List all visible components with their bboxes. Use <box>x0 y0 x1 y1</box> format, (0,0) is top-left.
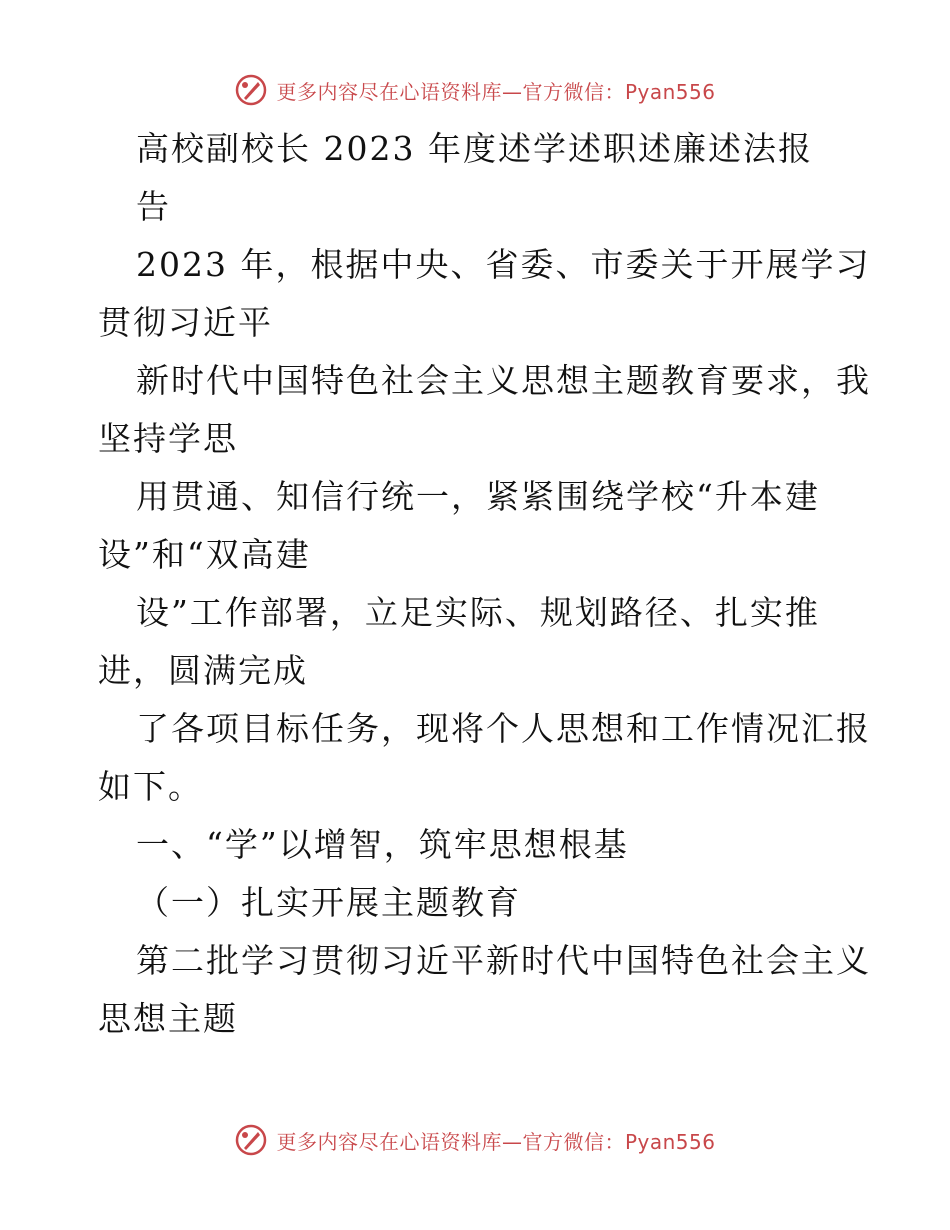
paragraph-line: 贯彻习近平 <box>98 303 273 342</box>
quill-logo-icon <box>234 1123 268 1157</box>
paragraph-line: 新时代中国特色社会主义思想主题教育要求，我 <box>136 361 871 400</box>
title-line-1: 高校副校长 2023 年度述学述职述廉述法报 <box>136 129 813 168</box>
paragraph-line: 2023 年，根据中央、省委、市委关于开展学习 <box>136 245 871 284</box>
paragraph-line: 第二批学习贯彻习近平新时代中国特色社会主义 <box>136 941 871 980</box>
paragraph-line: 用贯通、知信行统一，紧紧围绕学校“升本建 <box>136 477 820 516</box>
watermark-header <box>0 70 950 110</box>
paragraph-line: 进，圆满完成 <box>98 651 308 690</box>
paragraph-line: 如下。 <box>98 767 203 806</box>
subsection-heading: （一）扎实开展主题教育 <box>136 883 521 922</box>
paragraph-line: 设”工作部署，立足实际、规划路径、扎实推 <box>136 593 820 632</box>
watermark-text: 更多内容尽在心语资料库—官方微信：Pyan556 <box>276 79 716 104</box>
watermark-footer <box>0 1120 950 1160</box>
quill-logo-icon <box>234 73 268 107</box>
watermark-text: 更多内容尽在心语资料库—官方微信：Pyan556 <box>276 1129 716 1154</box>
paragraph-line: 设”和“双高建 <box>98 535 311 574</box>
paragraph-line: 坚持学思 <box>98 419 238 458</box>
title-line-2: 告 <box>136 187 171 226</box>
paragraph-line: 了各项目标任务，现将个人思想和工作情况汇报 <box>136 709 871 748</box>
paragraph-line: 思想主题 <box>98 999 238 1038</box>
document-body <box>98 122 871 1050</box>
section-heading: 一、“学”以增智，筑牢思想根基 <box>136 825 629 864</box>
